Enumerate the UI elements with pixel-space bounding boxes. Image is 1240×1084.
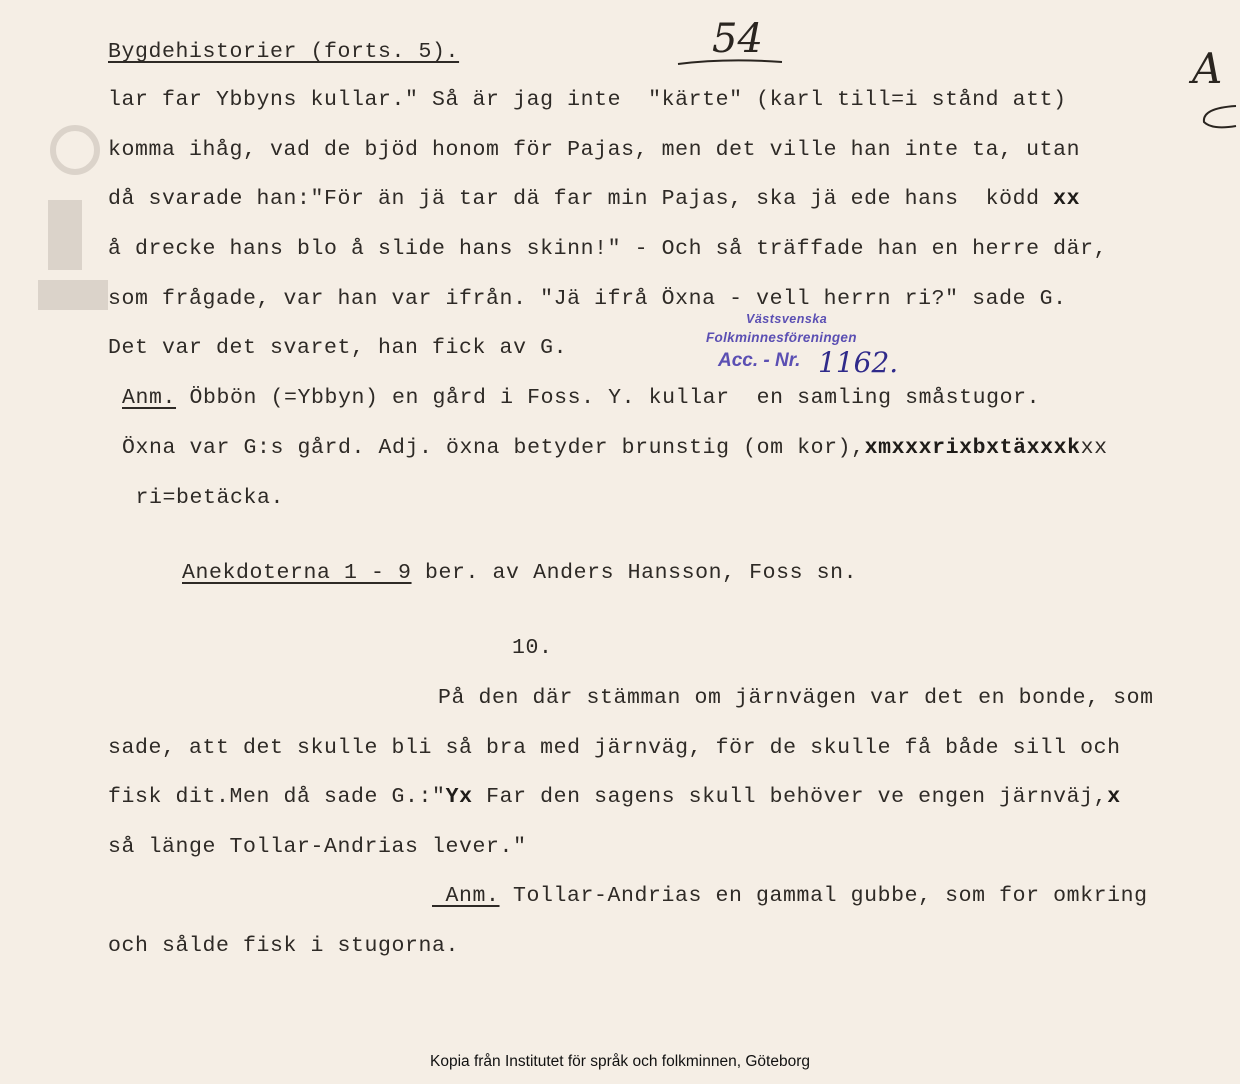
- page-number-underline: [676, 56, 786, 70]
- text-line: [108, 835, 527, 859]
- text-line: [512, 636, 553, 660]
- footer-credit: Kopia från Institutet för språk och folkminnen, Göteborg: [430, 1053, 810, 1070]
- struck-out-text: xx: [1053, 187, 1081, 211]
- text-line: [438, 686, 1154, 710]
- accession-number: 1162.: [818, 346, 899, 379]
- underlined-text: Anm.: [432, 884, 500, 908]
- text-segment: Öxna var G:s gård. Adj. öxna betyder brunstig (om kor),: [122, 436, 865, 460]
- text-segment: sade, att det skulle bli så bra med järnväg, för de skulle få både sill och: [108, 736, 1121, 760]
- text-segment: som frågade, var han var ifrån. "Jä ifrå Öxna - vell herrn ri?" sade G.: [108, 287, 1067, 311]
- stamp-line-3: Acc. - Nr.: [718, 350, 801, 371]
- archive-stamp: [690, 312, 920, 388]
- text-segment: komma ihåg, vad de bjöd honom för Pajas, men det ville han inte ta, utan: [108, 138, 1081, 162]
- text-segment: fisk dit.Men då sade G.:": [108, 785, 446, 809]
- document-header: Bygdehistorier (forts. 5).: [108, 40, 460, 64]
- text-segment: lar far Ybbyns kullar." Så är jag inte "kärte" (karl till=i stånd att): [108, 88, 1067, 112]
- text-segment: då svarade han:"För än jä tar dä far min Pajas, ska jä ede hans ködd: [108, 187, 1054, 211]
- text-line: [108, 138, 1080, 162]
- text-line: [108, 736, 1121, 760]
- text-segment: Öbbön (=Ybbyn) en gård i Foss. Y. kullar en samling småstugor.: [176, 386, 1041, 410]
- text-line: [108, 336, 567, 360]
- text-segment: xx: [1080, 436, 1108, 460]
- text-line: [432, 884, 1148, 908]
- text-segment: På den där stämman om järnvägen var det en bonde, som: [438, 686, 1154, 710]
- margin-note: A: [1192, 44, 1223, 93]
- text-segment: Tollar-Andrias en gammal gubbe, som for omkring: [499, 884, 1148, 908]
- text-line: [108, 88, 1067, 112]
- stamp-line-2: Folkminnesföreningen: [706, 330, 857, 345]
- struck-out-text: Yx: [445, 785, 473, 809]
- text-segment: 10.: [512, 636, 553, 660]
- underlined-text: Anm.: [122, 386, 177, 410]
- text-line: [108, 187, 1080, 211]
- text-segment: ber. av Anders Hansson, Foss sn.: [411, 561, 858, 585]
- text-line: [122, 386, 1040, 410]
- text-line: [182, 561, 857, 585]
- text-line: [108, 287, 1067, 311]
- margin-mark: [1196, 100, 1240, 134]
- struck-out-text: xmxxxrixbxtäxxxk: [864, 436, 1081, 460]
- text-segment: och sålde fisk i stugorna.: [108, 934, 460, 958]
- text-segment: å drecke hans blo å slide hans skinn!" - Och så träffade han en herre där,: [108, 237, 1108, 261]
- text-line: [108, 934, 459, 958]
- text-line: [108, 785, 1121, 809]
- text-line: [122, 436, 1108, 460]
- text-line: [122, 486, 284, 510]
- text-segment: ri=betäcka.: [122, 486, 285, 510]
- page-number: 54: [712, 16, 763, 62]
- text-segment: Det var det svaret, han fick av G.: [108, 336, 568, 360]
- text-line: [108, 237, 1107, 261]
- text-segment: Far den sagens skull behöver ve engen järnväj,: [472, 785, 1108, 809]
- struck-out-text: x: [1107, 785, 1121, 809]
- stamp-line-1: Västsvenska: [746, 312, 828, 326]
- underlined-text: Anekdoterna 1 - 9: [182, 561, 412, 585]
- bleed-through-mark: [30, 120, 110, 320]
- text-segment: så länge Tollar-Andrias lever.": [108, 835, 527, 859]
